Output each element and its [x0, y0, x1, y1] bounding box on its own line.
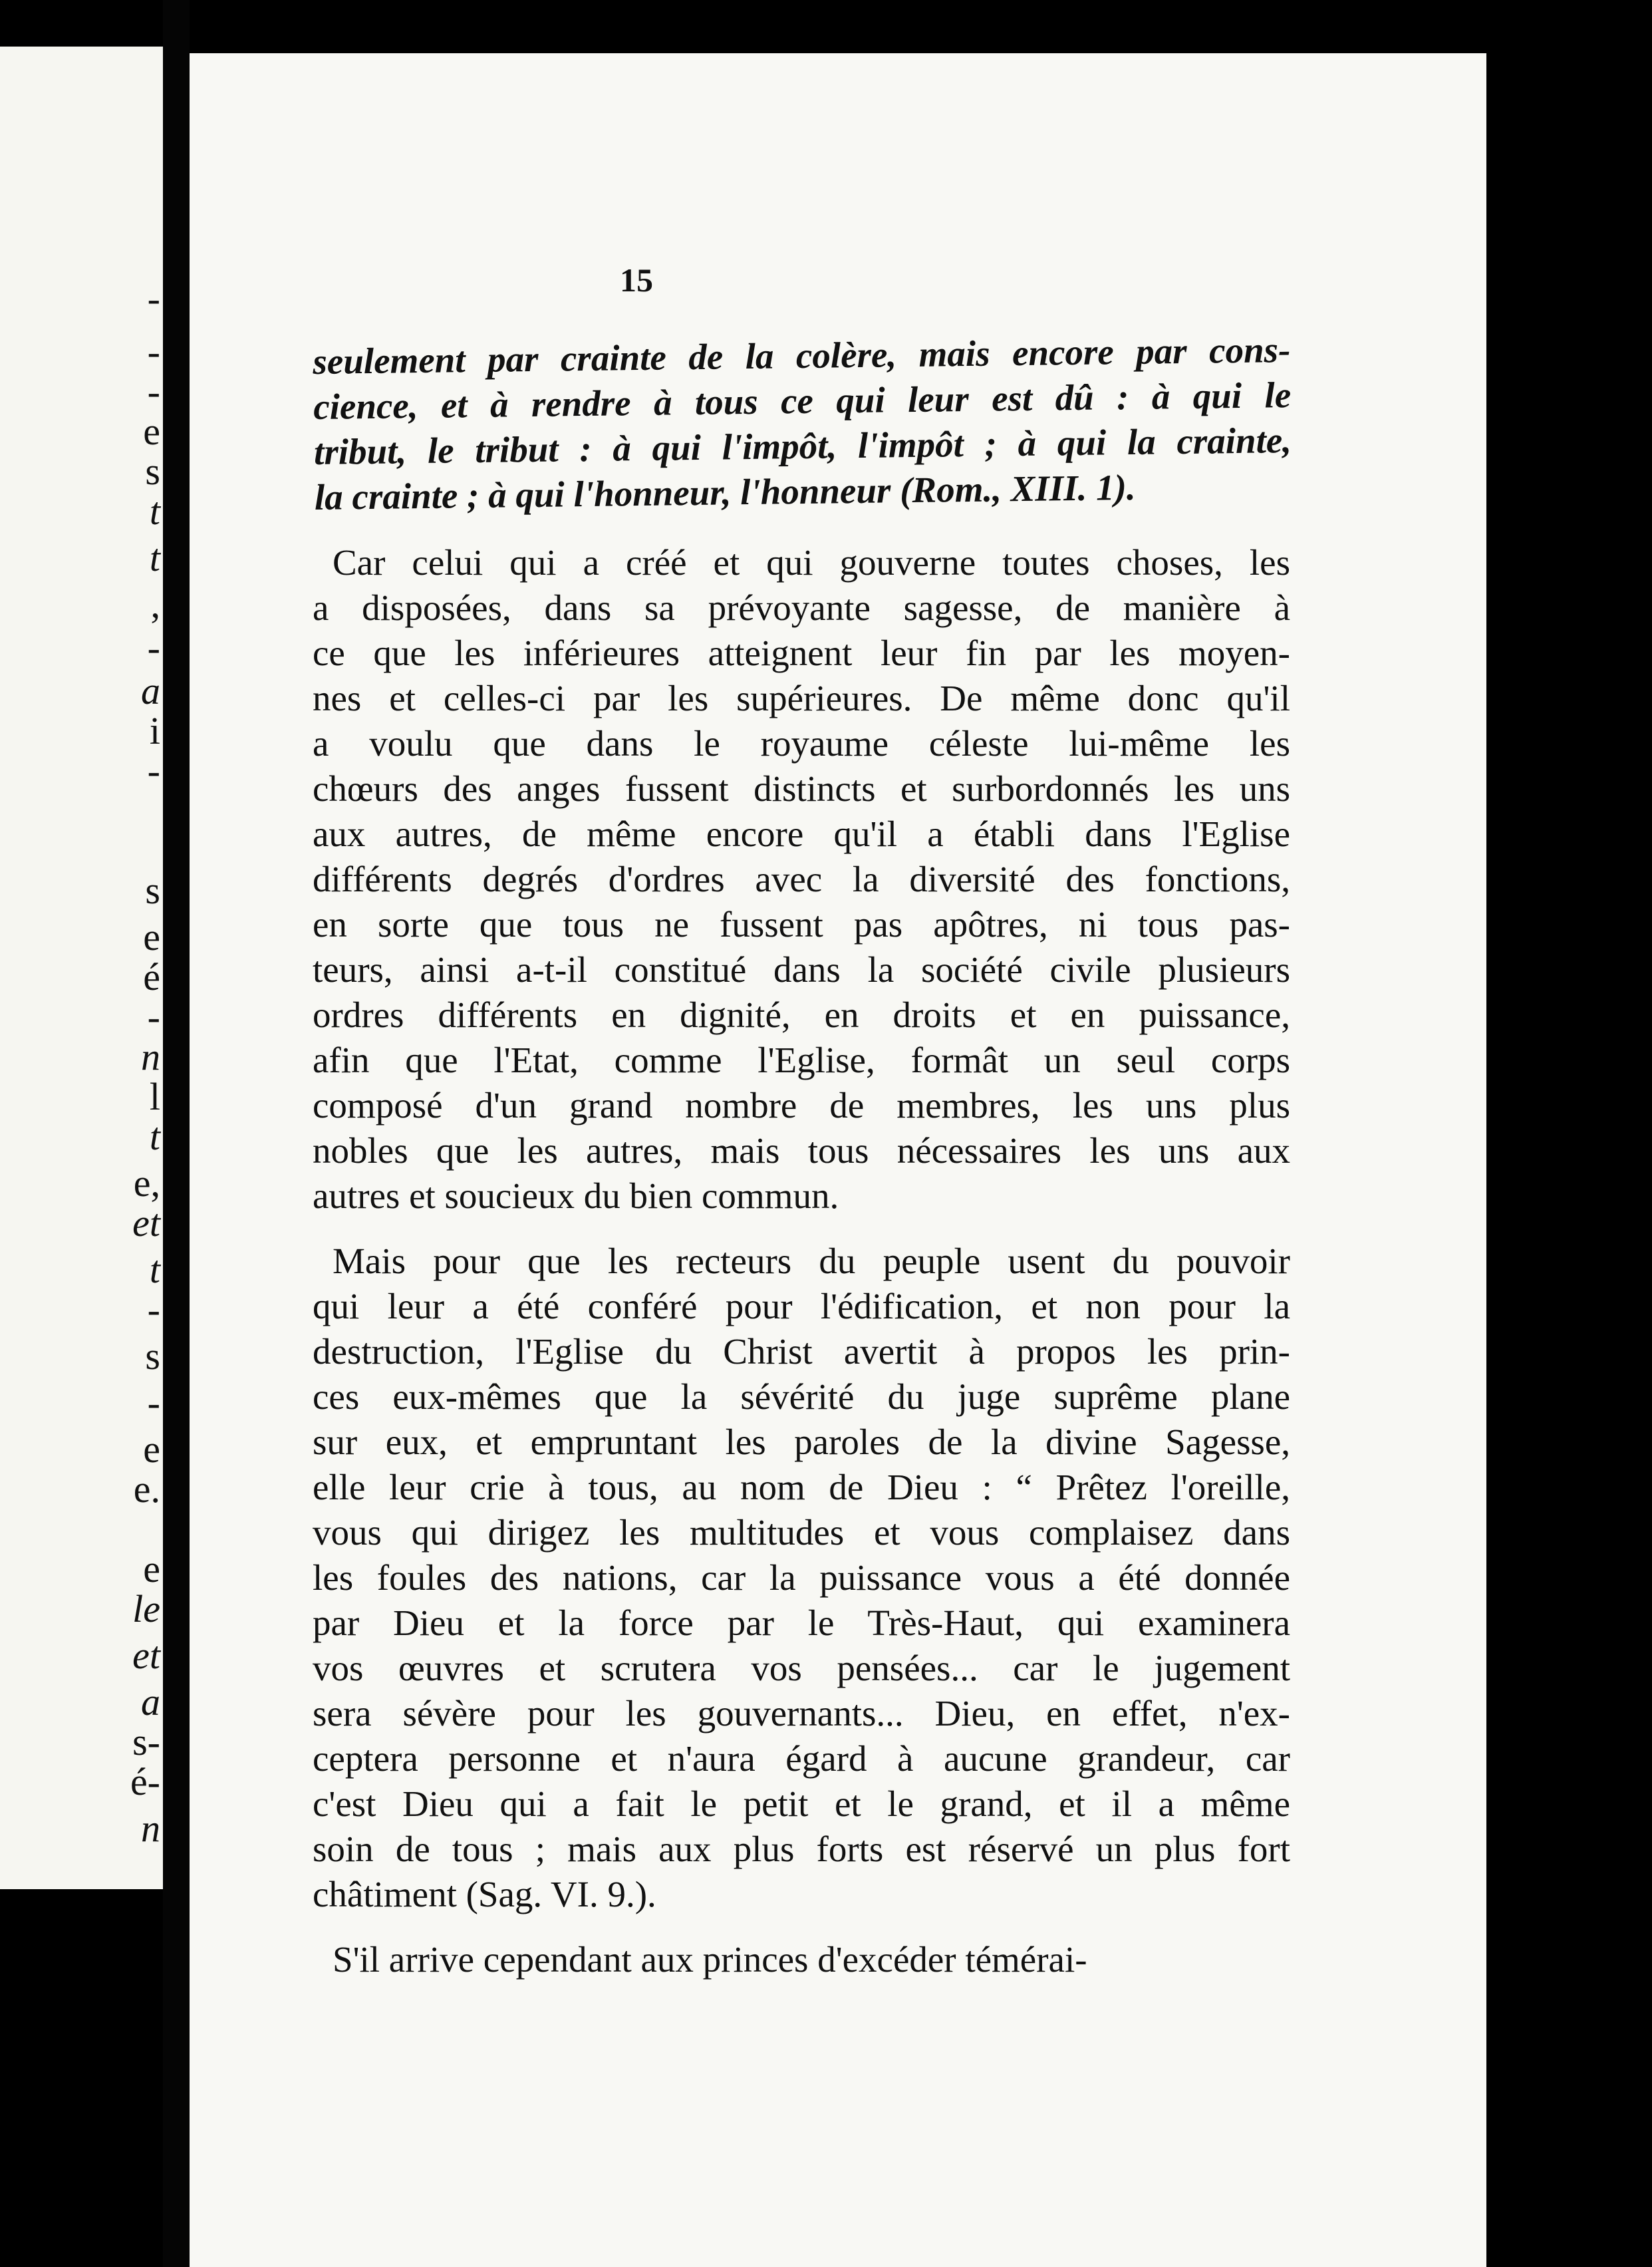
- left-page-char: et: [132, 1201, 160, 1245]
- left-page-char: t: [149, 1115, 160, 1158]
- left-page-char: -: [147, 749, 160, 792]
- text-line: vous qui dirigez les multitudes et vous complaisez dans: [313, 1512, 1290, 1553]
- text-line: ordres différents en dignité, en droits et en puissance,: [313, 994, 1290, 1035]
- left-page-char: é: [143, 955, 160, 998]
- text-line: tribut, le tribut : à qui l'impôt, l'impôt ; à qui la crainte,: [313, 420, 1292, 472]
- left-page-char: a: [141, 1680, 160, 1724]
- text-line: seulement par crainte de la colère, mais encore par cons-: [313, 329, 1291, 382]
- left-page-char: -: [147, 626, 160, 669]
- text-line: c'est Dieu qui a fait le petit et le grand, et il a même: [313, 1783, 1290, 1824]
- left-page-char: t: [149, 1248, 160, 1291]
- left-page-char: -: [147, 370, 160, 413]
- text-line: composé d'un grand nombre de membres, les uns plus: [313, 1085, 1290, 1126]
- left-page-char: e: [143, 410, 160, 453]
- text-line: aux autres, de même encore qu'il a établi dans l'Eglise: [313, 814, 1290, 854]
- left-page-char: -: [147, 330, 160, 373]
- page-number: 15: [620, 261, 653, 299]
- text-line: a disposées, dans sa prévoyante sagesse, de manière à: [313, 587, 1290, 628]
- text-line: les foules des nations, car la puissance vous a été donnée: [313, 1557, 1290, 1598]
- left-page-char: -: [147, 1288, 160, 1331]
- text-line: teurs, ainsi a-t-il constitué dans la société civile plusieurs: [313, 949, 1290, 990]
- left-page-char: e: [143, 1428, 160, 1471]
- left-page-char: n: [141, 1807, 160, 1850]
- page-body: [313, 329, 1292, 2002]
- text-line: nes et celles-ci par les supérieures. De même donc qu'il: [313, 678, 1290, 718]
- paragraph-4: [313, 1937, 1290, 1982]
- text-line: ces eux-mêmes que la sévérité du juge suprême plane: [313, 1376, 1290, 1417]
- text-line: chœurs des anges fussent distincts et surbordonnés les uns: [313, 768, 1290, 809]
- text-line: soin de tous ; mais aux plus forts est réservé un plus fort: [313, 1829, 1290, 1869]
- book-gutter: [163, 0, 190, 2267]
- left-page-char: ,: [150, 583, 160, 626]
- text-line: vos œuvres et scrutera vos pensées... car le jugement: [313, 1648, 1290, 1688]
- text-line: sera sévère pour les gouvernants... Dieu, en effet, n'ex-: [313, 1693, 1290, 1734]
- left-page-char: s: [145, 1334, 160, 1378]
- left-page-char: s-: [132, 1720, 160, 1763]
- left-page-char: i: [149, 709, 160, 752]
- text-line: qui leur a été conféré pour l'édification, et non pour la: [313, 1286, 1290, 1326]
- text-line: en sorte que tous ne fussent pas apôtres, ni tous pas-: [313, 904, 1290, 945]
- left-page-char: l: [149, 1075, 160, 1118]
- paragraph-3: [313, 1239, 1290, 1917]
- text-line: elle leur crie à tous, au nom de Dieu : “ Prêtez l'oreille,: [313, 1467, 1290, 1507]
- left-page-char: e.: [133, 1467, 160, 1511]
- left-page-char: t: [149, 490, 160, 533]
- text-line: par Dieu et la force par le Très-Haut, qui examinera: [313, 1602, 1290, 1643]
- text-line: châtiment (Sag. VI. 9.).: [313, 1874, 656, 1914]
- left-page-char: é-: [130, 1760, 160, 1803]
- text-line: cience, et à rendre à tous ce qui leur est dû : à qui le: [313, 375, 1292, 427]
- text-line: différents degrés d'ordres avec la diversité des fonctions,: [313, 859, 1290, 899]
- text-line: Mais pour que les recteurs du peuple usent du pouvoir: [333, 1241, 1290, 1281]
- left-page-char: s: [145, 450, 160, 493]
- text-line: a voulu que dans le royaume céleste lui-même les: [313, 723, 1290, 764]
- text-line: autres et soucieux du bien commun.: [313, 1175, 839, 1216]
- left-page-char: e: [143, 1547, 160, 1590]
- paragraph-1: [313, 327, 1292, 520]
- left-page-char: e: [143, 915, 160, 959]
- left-page-char: t: [149, 536, 160, 579]
- left-page-char: s: [145, 869, 160, 912]
- text-line: S'il arrive cependant aux princes d'excéder témérai-: [333, 1939, 1087, 1980]
- text-line: nobles que les autres, mais tous nécessaires les uns aux: [313, 1130, 1290, 1171]
- paragraph-2: [313, 540, 1290, 1219]
- left-page-char: -: [147, 277, 160, 320]
- text-line: la crainte ; à qui l'honneur, l'honneur (Rom., XIII. 1).: [314, 466, 1136, 518]
- left-page-text-fragments: [0, 47, 163, 1889]
- text-line: ceptera personne et n'aura égard à aucune grandeur, car: [313, 1738, 1290, 1779]
- text-line: afin que l'Etat, comme l'Eglise, formât un seul corps: [313, 1040, 1290, 1080]
- text-line: ce que les inférieures atteignent leur fin par les moyen-: [313, 633, 1290, 673]
- left-page-char: -: [147, 1381, 160, 1424]
- left-page-char: -: [147, 995, 160, 1038]
- text-line: destruction, l'Eglise du Christ avertit à propos les prin-: [313, 1331, 1290, 1372]
- left-page-fragment: [0, 47, 163, 1889]
- left-page-char: et: [132, 1634, 160, 1677]
- left-page-char: n: [141, 1035, 160, 1078]
- text-line: Car celui qui a créé et qui gouverne toutes choses, les: [333, 542, 1290, 583]
- left-page-char: le: [132, 1587, 160, 1630]
- text-line: sur eux, et empruntant les paroles de la divine Sagesse,: [313, 1422, 1290, 1462]
- left-page-char: e,: [133, 1161, 160, 1205]
- left-page-char: a: [141, 669, 160, 712]
